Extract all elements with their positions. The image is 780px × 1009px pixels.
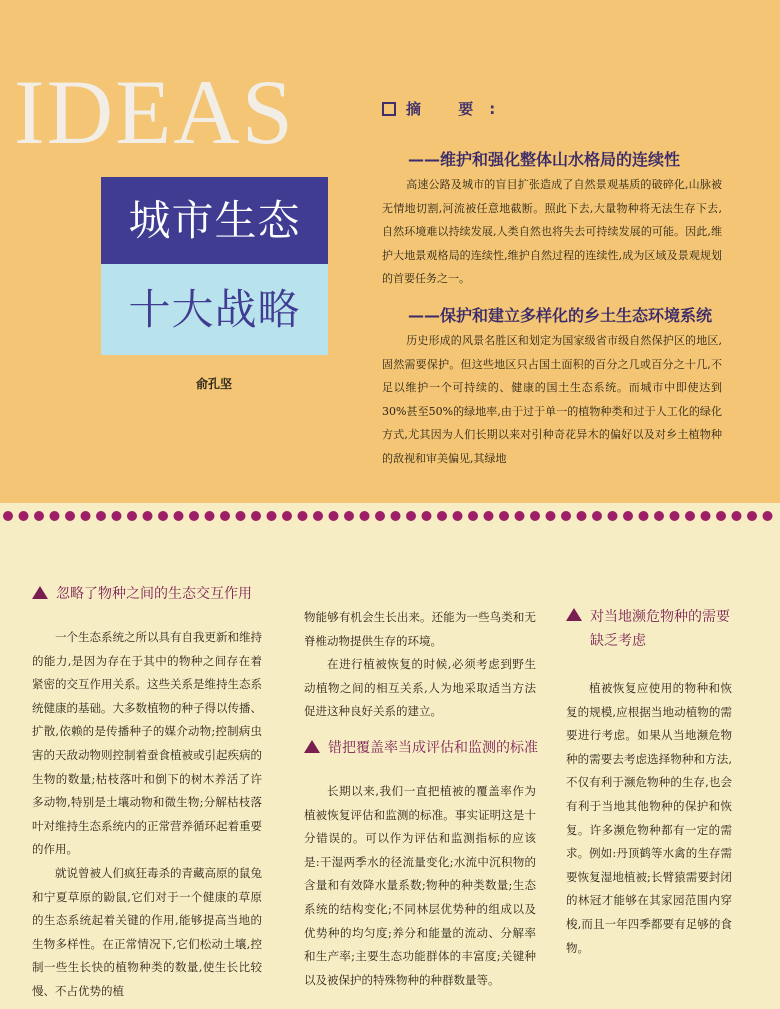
divider-dot <box>205 511 215 521</box>
divider-dot <box>546 511 556 521</box>
paragraph: 物能够有机会生长出来。还能为一些鸟类和无脊椎动物提供生存的环境。 <box>304 610 536 648</box>
divider-dot <box>747 511 757 521</box>
divider-dot <box>174 511 184 521</box>
divider-dot <box>267 511 277 521</box>
divider-dot <box>732 511 742 521</box>
divider-dot <box>34 511 44 521</box>
divider-dot <box>437 511 447 521</box>
divider-dot <box>189 511 199 521</box>
divider-dot <box>530 511 540 521</box>
paragraph: 长期以来,我们一直把植被的覆盖率作为植被恢复评估和监测的标准。事实证明这是十分错误的。可以作为评估和监测指标的应该是:干湿两季水的径流量变化;水流中沉积物的含量和有效降水量系数;物种的种类数量;生态系统的结构变化;不同林层优势种的组成以及优势种的均匀度;养分和能量的流动、分解率和生产率;主要生态功能群体的丰富度;关键种以及被保护的特殊物种的种群数量等。 <box>304 784 536 987</box>
divider-dot <box>360 511 370 521</box>
section-heading-coverage-metric <box>304 737 540 757</box>
section-heading-text: 错把覆盖率当成评估和监测的标准 <box>328 740 538 756</box>
dotted-divider <box>0 508 780 524</box>
triangle-icon <box>32 586 48 599</box>
triangle-icon <box>304 740 320 753</box>
triangle-icon <box>566 608 582 621</box>
divider-dot <box>499 511 509 521</box>
divider-dot <box>236 511 246 521</box>
divider-dot <box>468 511 478 521</box>
divider-dot <box>313 511 323 521</box>
section-heading-text: 对当地濒危物种的需要缺乏考虑 <box>590 609 730 649</box>
divider-dot <box>220 511 230 521</box>
divider-dot <box>515 511 525 521</box>
checkbox-square-icon <box>382 102 396 116</box>
paragraph: 在进行植被恢复的时候,必须考虑到野生动植物之间的相互关系,人为地采取适当方法促进这种良好关系的建立。 <box>304 657 536 719</box>
abstract-text-2: 历史形成的风景名胜区和划定为国家级省市级自然保护区的地区,固然需要保护。但这些地区只占国土面积的百分之几或百分之十几,不足以维护一个可持续的、健康的国土生态系统。而城市中即使达到30%甚至50%的绿地率,由于过于单一的植物种类和过于人工化的绿化方式,尤其因为人们长期以来对引种奇花异木的偏好以及对乡土植物种的敌视和审美偏见,其绿地 <box>382 334 722 465</box>
abstract-subtitle-2: ——保护和建立多样化的乡土生态环境系统 <box>408 306 713 325</box>
divider-dot <box>251 511 261 521</box>
title-line-1: 城市生态 <box>101 177 328 264</box>
column-1-text <box>32 626 262 1004</box>
divider-dot <box>608 511 618 521</box>
divider-dot <box>453 511 463 521</box>
paragraph: 植被恢复应使用的物种和恢复的规模,应根据当地动植物的需要进行考虑。如果从当地濒危物种的需要去考虑选择物种和方法,不仅有利于濒危物种的生存,也会有利于当地其他物种的保护和恢复。许多濒危物种都有一定的需求。例如:丹顶鹤等水禽的生存需要恢复湿地植被;长臂猿需要封闭的林冠才能够在其家园范围内穿梭,而且一年四季都要有足够的食物。 <box>566 681 732 955</box>
divider-dot <box>592 511 602 521</box>
divider-dot <box>623 511 633 521</box>
section-heading-text: 忽略了物种之间的生态交互作用 <box>56 586 252 602</box>
divider-dot <box>716 511 726 521</box>
divider-dot <box>50 511 60 521</box>
divider-dot <box>763 511 773 521</box>
section-heading-endangered-species <box>566 605 732 653</box>
abstract-text-1: 高速公路及城市的盲目扩张造成了自然景观基质的破碎化,山脉被无情地切割,河流被任意地截断。照此下去,大量物种将无法生存下去,自然环境难以持续发展,人类自然也将失去可持续发展的可能。因此,维护大地景观格局的连续性,维护自然过程的连续性,成为区域及景观规划的首要任务之一。 <box>382 178 722 285</box>
divider-dot <box>127 511 137 521</box>
divider-dot <box>406 511 416 521</box>
paragraph: 就说曾被人们疯狂毒杀的青藏高原的鼠兔和宁夏草原的鼢鼠,它们对于一个健康的草原的生态系统起着关键的作用,能够提高当地的生物多样性。在正常情况下,它们松动土壤,控制一些生长快的植物种类的数量,使生长比较慢、不占优势的植 <box>32 865 262 998</box>
title-line-2: 十大战略 <box>101 264 328 355</box>
author-name: 俞孔坚 <box>196 377 233 391</box>
section-heading-species-interaction <box>32 583 272 603</box>
divider-dot <box>670 511 680 521</box>
divider-dot <box>422 511 432 521</box>
divider-dot <box>65 511 75 521</box>
divider-dot <box>81 511 91 521</box>
divider-dot <box>143 511 153 521</box>
divider-dot <box>639 511 649 521</box>
abstract-label: 摘 要: <box>406 100 512 118</box>
divider-dot <box>3 511 13 521</box>
divider-dot <box>561 511 571 521</box>
divider-dot <box>701 511 711 521</box>
divider-dot <box>577 511 587 521</box>
title-block <box>101 177 328 355</box>
ideas-watermark: IDEAS <box>14 61 295 163</box>
divider-dot <box>96 511 106 521</box>
column-3-text <box>566 677 732 960</box>
abstract-subtitle-1: ——维护和强化整体山水格局的连续性 <box>408 150 681 169</box>
divider-dot <box>298 511 308 521</box>
divider-dot <box>329 511 339 521</box>
divider-dot <box>685 511 695 521</box>
divider-dot <box>484 511 494 521</box>
abstract-heading <box>382 98 511 119</box>
divider-dot <box>19 511 29 521</box>
divider-dot <box>344 511 354 521</box>
divider-dot <box>391 511 401 521</box>
column-2-text <box>304 780 536 992</box>
divider-dot <box>654 511 664 521</box>
paragraph: 一个生态系统之所以具有自我更新和维持的能力,是因为存在于其中的物种之间存在着紧密的交互作用关系。这些关系是维持生态系统健康的基础。大多数植物的种子得以传播、扩散,依赖的是传播种子的媒介动物;控制病虫害的天敌动物则控制着蚕食植被或引起疾病的生物的数量;枯枝落叶和倒下的树木养活了许多动物,特别是土壤动物和微生物;分解枯枝落叶对维持生态系统内的正常营养循环起着重要的作用。 <box>32 630 262 857</box>
divider-dot <box>282 511 292 521</box>
divider-dot <box>112 511 122 521</box>
divider-dot <box>375 511 385 521</box>
column-2-lead-text <box>304 606 536 724</box>
divider-dot <box>158 511 168 521</box>
